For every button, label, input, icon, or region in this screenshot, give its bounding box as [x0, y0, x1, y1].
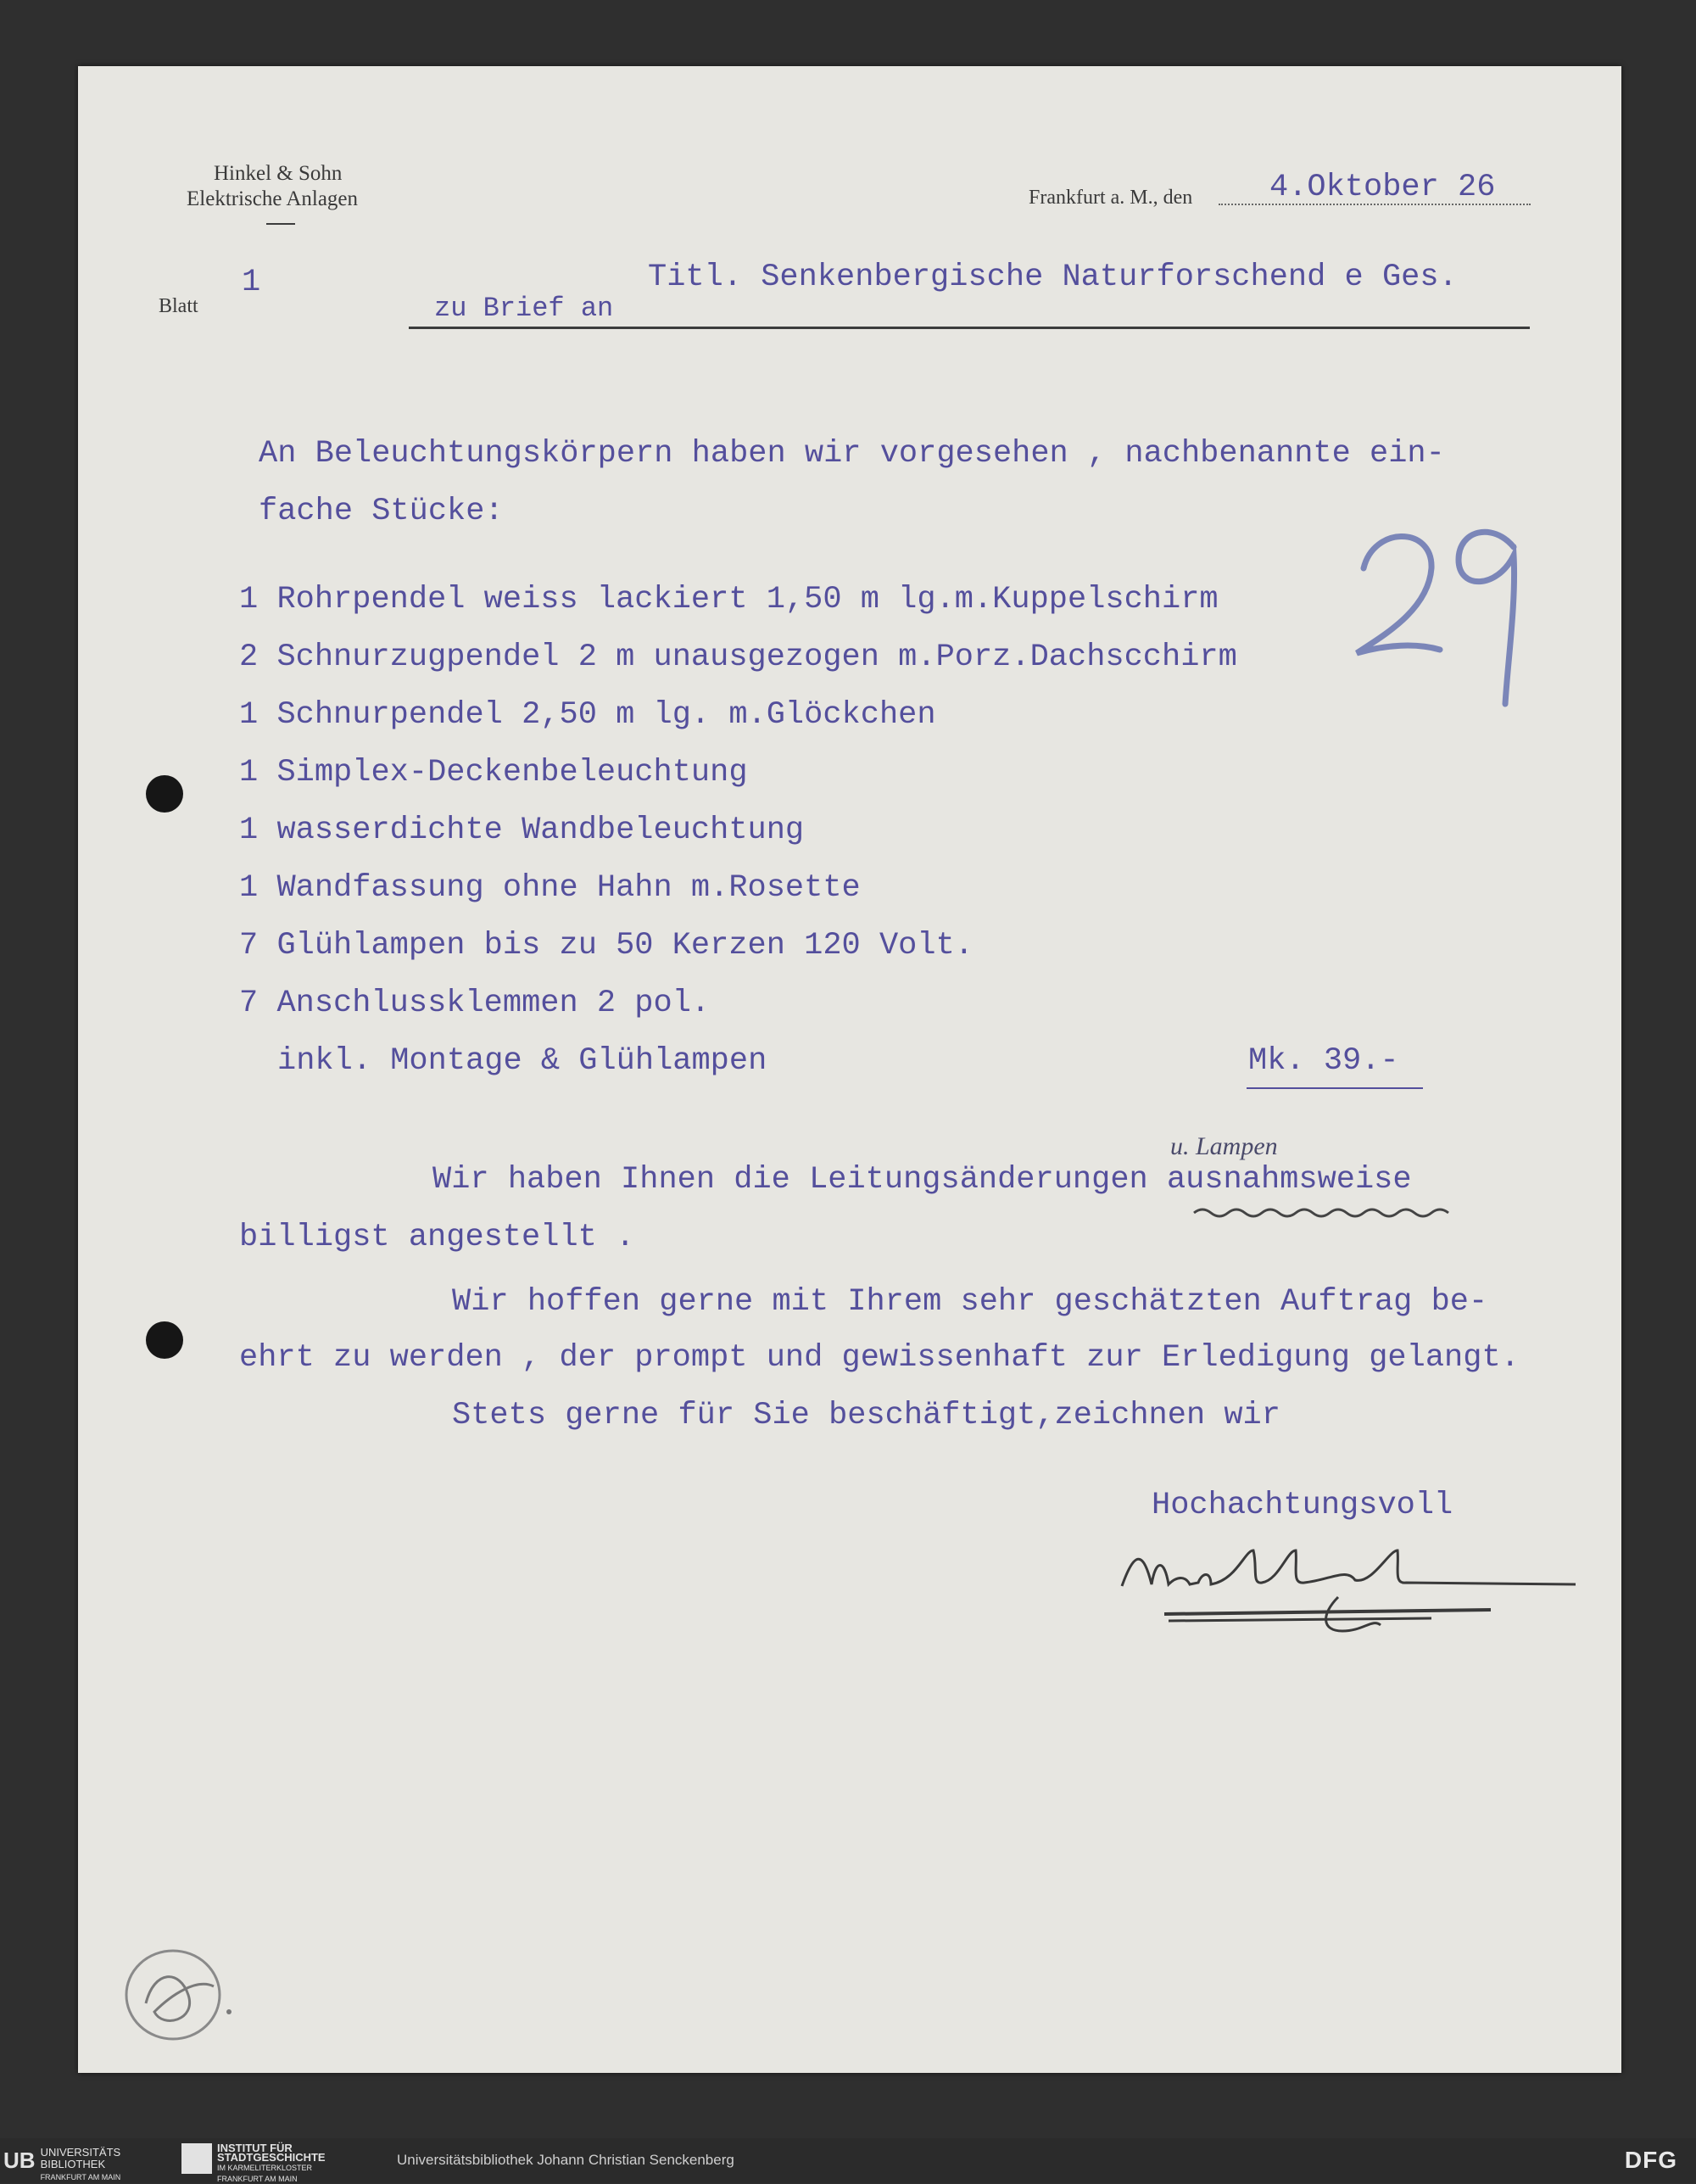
total-label: inkl. Montage & Glühlampen — [277, 1043, 767, 1079]
list-item — [239, 813, 804, 848]
item-text: Schnurzugpendel 2 m unausgezogen m.Porz.Dachscchirm — [276, 640, 1237, 675]
item-qty: 1 — [239, 582, 259, 617]
item-text: Anschlussklemmen 2 pol. — [276, 986, 711, 1021]
letterhead-dash — [266, 223, 295, 225]
body-p1-line1: Wir haben Ihnen die Leitungsänderungen ausnahmsweise — [432, 1162, 1412, 1198]
item-text: Glühlampen bis zu 50 Kerzen 120 Volt. — [276, 928, 974, 964]
recipient: Titl. Senkenbergische Naturforschend e Ges. — [648, 260, 1458, 295]
item-qty: 1 — [239, 697, 259, 733]
company-name: Hinkel & Sohn — [214, 162, 343, 185]
list-item — [239, 697, 936, 733]
total-amount: Mk. 39.- — [1248, 1043, 1399, 1079]
recipient-rule — [409, 327, 1530, 329]
item-text: wasserdichte Wandbeleuchtung — [276, 813, 805, 848]
item-text: Rohrpendel weiss lackiert 1,50 m lg.m.Kuppelschirm — [276, 582, 1219, 617]
list-item — [239, 640, 1237, 675]
wavy-underline — [1194, 1204, 1448, 1221]
ub-logo: UB UNIVERSITÄTS BIBLIOTHEK FRANKFURT AM MAIN — [3, 2146, 121, 2181]
company-business: Elektrische Anlagen — [187, 187, 359, 210]
sheet-label: Blatt — [159, 295, 198, 317]
letter-to-label: zu Brief an — [434, 293, 614, 324]
item-qty: 1 — [239, 870, 259, 906]
list-item — [239, 986, 710, 1021]
place-label: Frankfurt a. M., den — [1029, 187, 1193, 209]
handwritten-insert: u. Lampen — [1170, 1132, 1278, 1160]
sheet-number: 1 — [242, 265, 261, 300]
list-item — [239, 928, 974, 964]
closing-salutation: Hochachtungsvoll — [1152, 1488, 1453, 1523]
item-text: Schnurpendel 2,50 m lg. m.Glöckchen — [276, 697, 936, 733]
item-qty: 1 — [239, 813, 259, 848]
intro-line-2: fache Stücke: — [259, 494, 504, 529]
list-item — [239, 870, 861, 906]
list-item — [239, 755, 748, 790]
archive-stamp — [120, 1944, 239, 2046]
item-qty: 1 — [239, 755, 259, 790]
body-p2-line2: ehrt zu werden , der prompt und gewissenhaft zur Erledigung gelangt. — [239, 1340, 1520, 1376]
item-qty: 2 — [239, 640, 259, 675]
item-qty: 7 — [239, 928, 259, 964]
dfg-logo: DFG — [1624, 2147, 1677, 2173]
total-underline — [1247, 1087, 1423, 1089]
intro-line-1: An Beleuchtungskörpern haben wir vorgesehen , nachbenannte ein- — [259, 436, 1445, 472]
item-text: Wandfassung ohne Hahn m.Rosette — [276, 870, 861, 906]
isg-logo: INSTITUT FÜR STADTGESCHICHTE IM KARMELITERKLOSTER FRANKFURT AM MAIN — [181, 2143, 293, 2184]
item-qty: 7 — [239, 986, 259, 1021]
handwritten-number-29 — [1340, 509, 1526, 712]
punch-hole-bottom — [146, 1321, 183, 1359]
body-p2-line1: Wir hoffen gerne mit Ihrem sehr geschätzten Auftrag be- — [452, 1284, 1488, 1320]
list-item — [239, 582, 1219, 617]
archive-footer — [0, 2138, 1696, 2183]
punch-hole-top — [146, 775, 183, 813]
body-p1-line2: billigst angestellt . — [239, 1220, 635, 1255]
body-p3-line1: Stets gerne für Sie beschäftigt,zeichnen wir — [452, 1398, 1280, 1433]
letter-date: 4.Oktober 26 — [1269, 170, 1496, 205]
signature — [1118, 1533, 1593, 1644]
item-text: Simplex-Deckenbeleuchtung — [276, 755, 748, 790]
footer-caption: Universitätsbibliothek Johann Christian Senckenberg — [397, 2152, 734, 2168]
